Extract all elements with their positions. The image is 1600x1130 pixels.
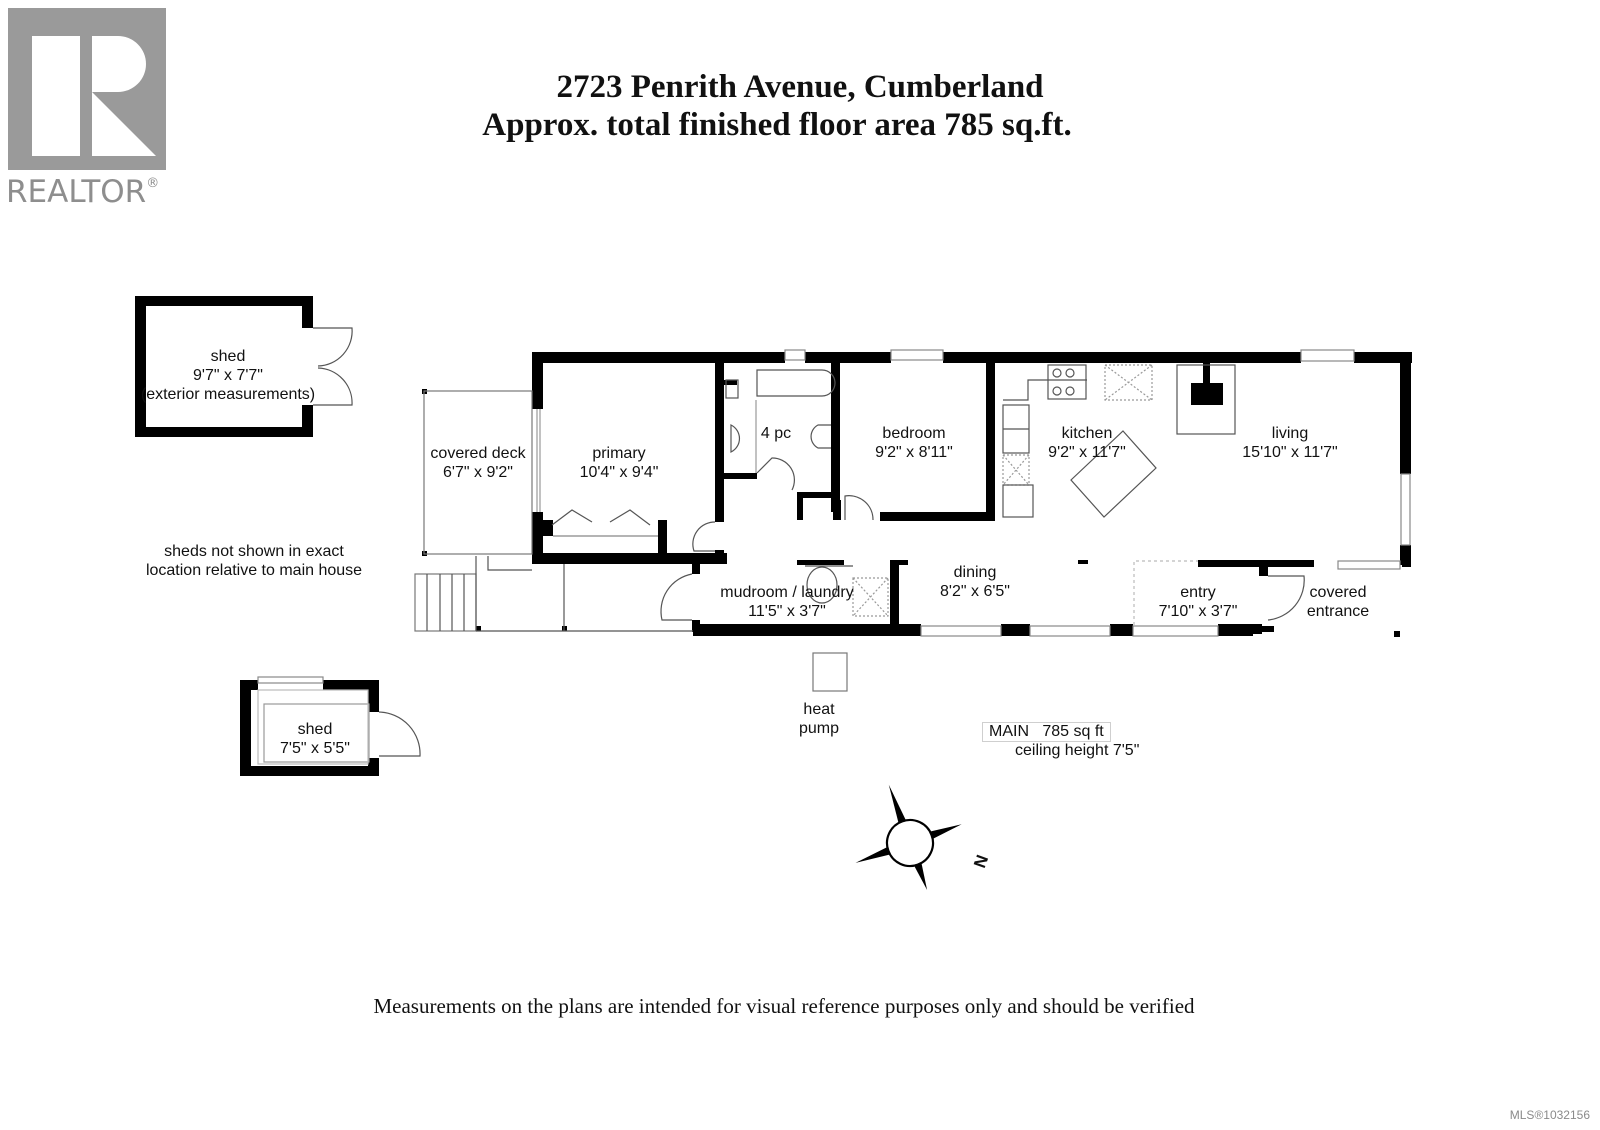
room-size: 9'7" x 7'7" — [193, 367, 263, 384]
mls-number: MLS®1032156 — [1509, 1108, 1590, 1122]
bathroom-label — [761, 424, 791, 443]
room-size: 9'2" x 8'11" — [875, 444, 953, 461]
room-name: entrance — [1306, 603, 1370, 620]
equipment-name: heat — [803, 701, 835, 718]
mudroom-laundry-label — [720, 583, 853, 621]
note-line: sheds not shown in exact — [164, 543, 344, 560]
room-name: 4 pc — [760, 425, 792, 442]
bedroom-label — [875, 424, 953, 462]
room-name: entry — [1180, 584, 1216, 601]
room-name: dining — [953, 564, 997, 581]
note-line: location relative to main house — [145, 562, 363, 579]
floor-area: 785 sq ft — [1042, 723, 1104, 740]
primary-bedroom-label — [580, 444, 659, 482]
floor-summary-box — [982, 722, 1111, 742]
room-name: covered deck — [430, 445, 526, 462]
dining-label — [940, 563, 1010, 601]
floor-name: MAIN — [989, 723, 1029, 740]
shed-large-label — [141, 347, 315, 404]
address-heading: 2723 Penrith Avenue, Cumberland — [556, 69, 1044, 105]
entry-label — [1159, 583, 1238, 621]
covered-entrance-label — [1307, 583, 1369, 621]
area-heading: Approx. total finished floor area 785 sq.ft. — [482, 107, 1072, 143]
room-size: 10'4" x 9'4" — [579, 464, 659, 481]
room-size: 7'5" x 5'5" — [280, 740, 350, 757]
ceiling-height: ceiling height 7'5" — [1015, 742, 1140, 759]
room-name: covered — [1309, 584, 1367, 601]
room-size: 11'5" x 3'7" — [748, 603, 826, 620]
compass-rose-icon — [834, 766, 978, 910]
room-name: kitchen — [1061, 425, 1113, 442]
room-name: bedroom — [882, 425, 946, 442]
room-name: primary — [592, 445, 646, 462]
room-name: living — [1271, 425, 1309, 442]
room-size: 8'2" x 6'5" — [940, 583, 1010, 600]
room-size: 9'2" x 11'7" — [1048, 444, 1126, 461]
equipment-name: pump — [798, 720, 840, 737]
living-room-label — [1242, 424, 1337, 462]
room-size: 7'10" x 3'7" — [1158, 603, 1238, 620]
room-name: mudroom / laundry — [720, 584, 854, 601]
heat-pump-label — [799, 700, 839, 738]
compass-north-label: N — [970, 852, 993, 871]
disclaimer: Measurements on the plans are intended for visual reference purposes only and should be verified — [373, 994, 1195, 1018]
kitchen-label — [1048, 424, 1126, 462]
covered-deck-label — [430, 444, 525, 482]
sheds-location-note — [146, 542, 362, 580]
realtor-wordmark: REALTOR® — [6, 174, 160, 210]
room-note: (exterior measurements) — [140, 386, 316, 403]
room-name: shed — [210, 348, 246, 365]
room-size: 6'7" x 9'2" — [443, 464, 513, 481]
shed-small-label — [280, 720, 350, 758]
room-size: 15'10" x 11'7" — [1242, 444, 1338, 461]
room-name: shed — [297, 721, 333, 738]
